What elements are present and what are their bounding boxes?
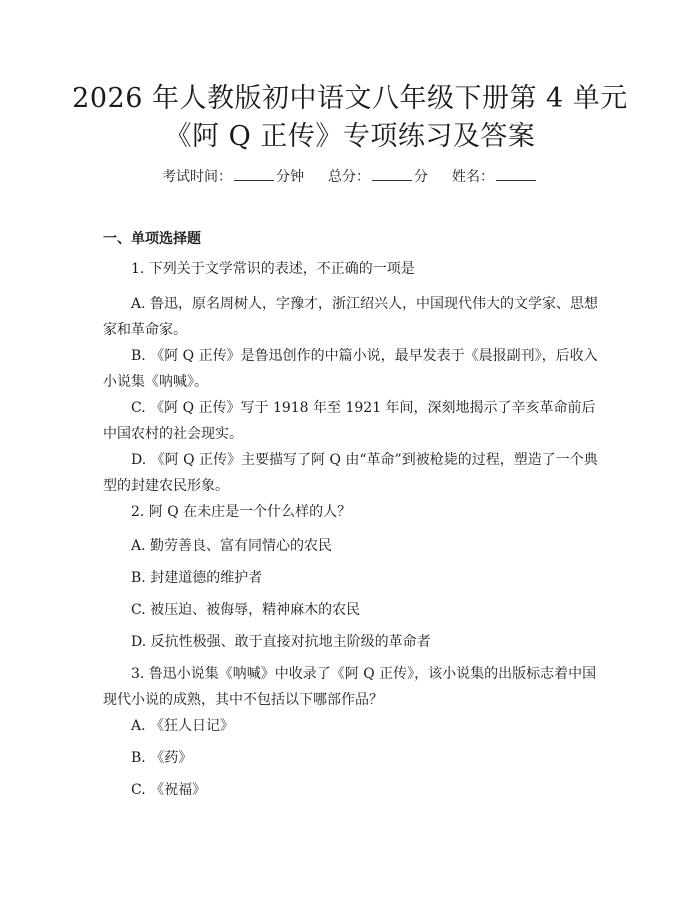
question-2-option-c: C. 被压迫、被侮辱，精神麻木的农民 [131,602,361,618]
exam-meta [0,165,700,188]
question-1-option-d: D. 《阿 Q 正传》主要描写了阿 Q 由“革命”到被枪毙的过程，塑造了一个典型的封建农民形象。 [103,452,598,494]
question-3-option-a: A. 《狂人日记》 [131,718,235,734]
document-title-line2: 《阿 Q 正传》专项练习及答案 [164,121,536,152]
question-2-option-b: B. 封建道德的维护者 [131,570,263,586]
time-label: 考试时间： [162,169,232,185]
score-label: 总分： [328,169,370,185]
question-2-option-a: A. 勤劳善良、富有同情心的农民 [131,538,333,554]
name-blank [496,165,536,181]
time-blank [234,165,274,181]
question-1-option-b: B. 《阿 Q 正传》是鲁迅创作的中篇小说，最早发表于《晨报副刊》，后收入小说集《呐喊》。 [103,348,598,390]
question-1-stem: 1. 下列关于文学常识的表述，不正确的一项是 [131,261,415,277]
question-3-option-b: B. 《药》 [131,750,193,766]
question-3-stem: 3. 鲁迅小说集《呐喊》中收录了《阿 Q 正传》，该小说集的出版标志着中国现代小说的成熟，其中不包括以下哪部作品？ [103,666,597,708]
question-2-option-d: D. 反抗性极强、敢于直接对抗地主阶级的革命者 [131,634,431,650]
time-unit: 分钟 [276,169,304,185]
score-unit: 分 [414,169,428,185]
question-3-option-c: C. 《祝福》 [131,782,207,798]
document-title-line1: 2026 年人教版初中语文八年级下册第 4 单元 [72,83,628,114]
question-1-option-c: C. 《阿 Q 正传》写于 1918 年至 1921 年间，深刻地揭示了辛亥革命前后中国农村的社会现实。 [103,400,596,442]
question-1-option-a: A. 鲁迅，原名周树人，字豫才，浙江绍兴人，中国现代伟大的文学家、思想家和革命家。 [103,296,599,338]
score-blank [372,165,412,181]
section-heading-single-choice: 一、单项选择题 [103,231,201,247]
question-2-stem: 2. 阿 Q 在未庄是一个什么样的人？ [131,504,352,520]
name-label: 姓名： [452,169,494,185]
